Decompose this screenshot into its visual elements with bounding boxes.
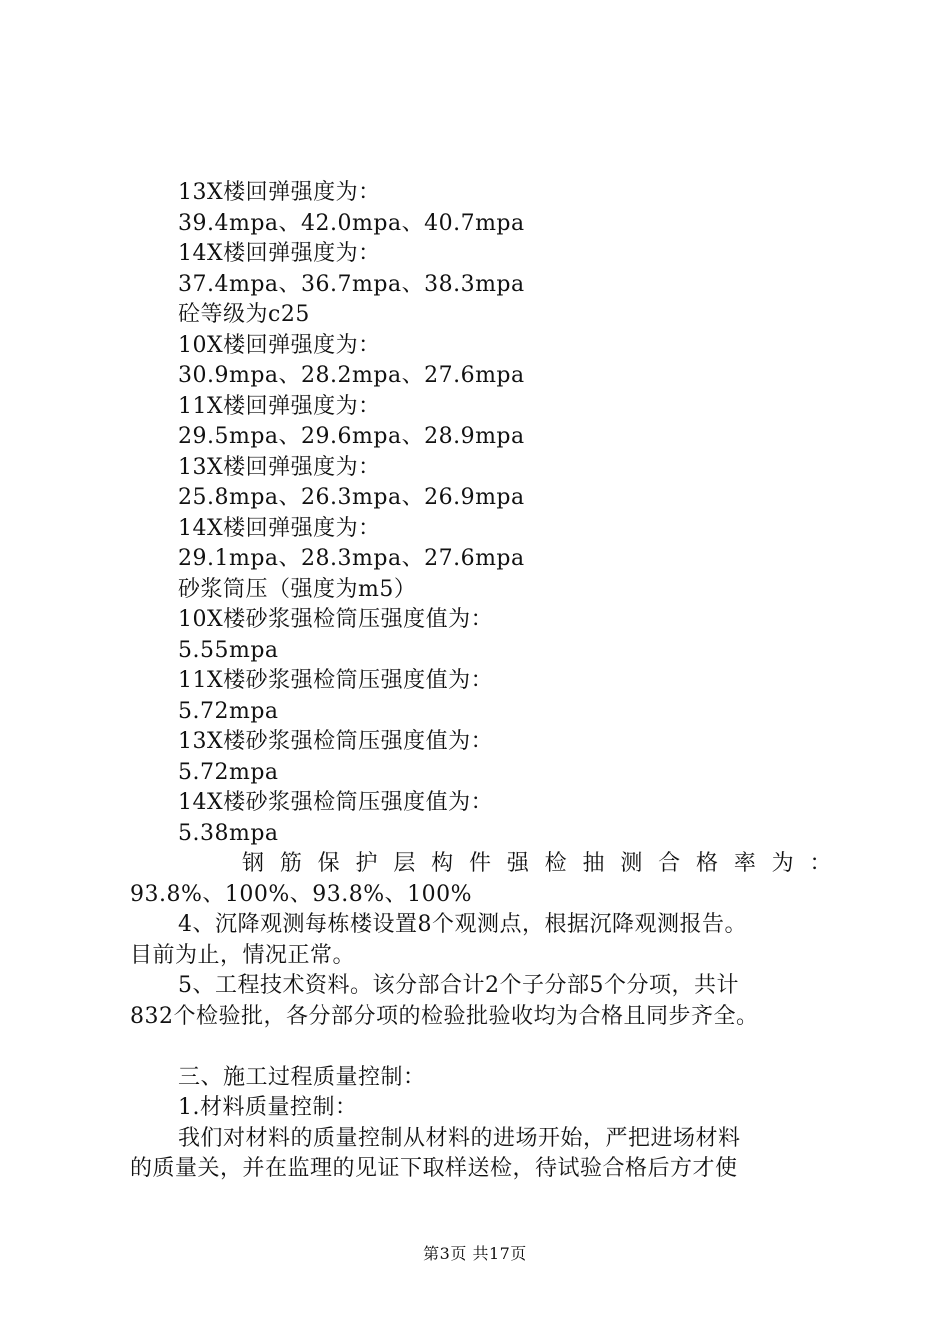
text-line: 5.72mpa	[178, 760, 279, 785]
text-line: 5.72mpa	[178, 699, 279, 724]
text-line: 13X楼回弹强度为：	[178, 455, 381, 480]
text-line: 37.4mpa、36.7mpa、38.3mpa	[178, 272, 525, 297]
text-line: 5.55mpa	[178, 638, 279, 663]
text-line: 砼等级为c25	[178, 302, 310, 327]
text-line: 砂浆筒压（强度为m5）	[178, 577, 417, 602]
item4-line2: 目前为止，情况正常。	[130, 943, 356, 968]
text-line: 14X楼砂浆强检筒压强度值为：	[178, 790, 494, 815]
item5-line2: 832个检验批，各分部分项的检验批验收均为合格且同步齐全。	[130, 1004, 759, 1029]
text-line: 39.4mpa、42.0mpa、40.7mpa	[178, 211, 525, 236]
rebar-rate-values: 93.8%、100%、93.8%、100%	[130, 882, 473, 907]
text-line: 14X楼回弹强度为：	[178, 241, 381, 266]
text-line: 10X楼回弹强度为：	[178, 333, 381, 358]
section3-title: 三、施工过程质量控制：	[178, 1065, 426, 1090]
text-line: 30.9mpa、28.2mpa、27.6mpa	[178, 363, 525, 388]
text-line: 25.8mpa、26.3mpa、26.9mpa	[178, 485, 525, 510]
text-line: 11X楼砂浆强检筒压强度值为：	[178, 668, 494, 693]
text-line: 5.38mpa	[178, 821, 279, 846]
text-line: 14X楼回弹强度为：	[178, 516, 381, 541]
text-line: 13X楼砂浆强检筒压强度值为：	[178, 729, 494, 754]
text-line: 11X楼回弹强度为：	[178, 394, 381, 419]
rebar-rate-label: 钢 筋 保 护 层 构 件 强 检 抽 测 合 格 率 为 ：	[242, 851, 832, 876]
item4-line1: 4、沉降观测每栋楼设置8个观测点，根据沉降观测报告。	[178, 912, 747, 937]
paragraph-line1: 我们对材料的质量控制从材料的进场开始，严把进场材料	[178, 1126, 741, 1151]
paragraph-line2: 的质量关，并在监理的见证下取样送检，待试验合格后方才使	[130, 1156, 738, 1181]
text-line: 29.1mpa、28.3mpa、27.6mpa	[178, 546, 525, 571]
text-line: 13X楼回弹强度为：	[178, 180, 381, 205]
page-footer: 第3页 共17页	[423, 1244, 527, 1263]
item5-line1: 5、工程技术资料。该分部合计2个子分部5个分项，共计	[178, 973, 739, 998]
text-line: 10X楼砂浆强检筒压强度值为：	[178, 607, 494, 632]
text-line: 29.5mpa、29.6mpa、28.9mpa	[178, 424, 525, 449]
section3-subtitle: 1.材料质量控制：	[178, 1095, 358, 1120]
